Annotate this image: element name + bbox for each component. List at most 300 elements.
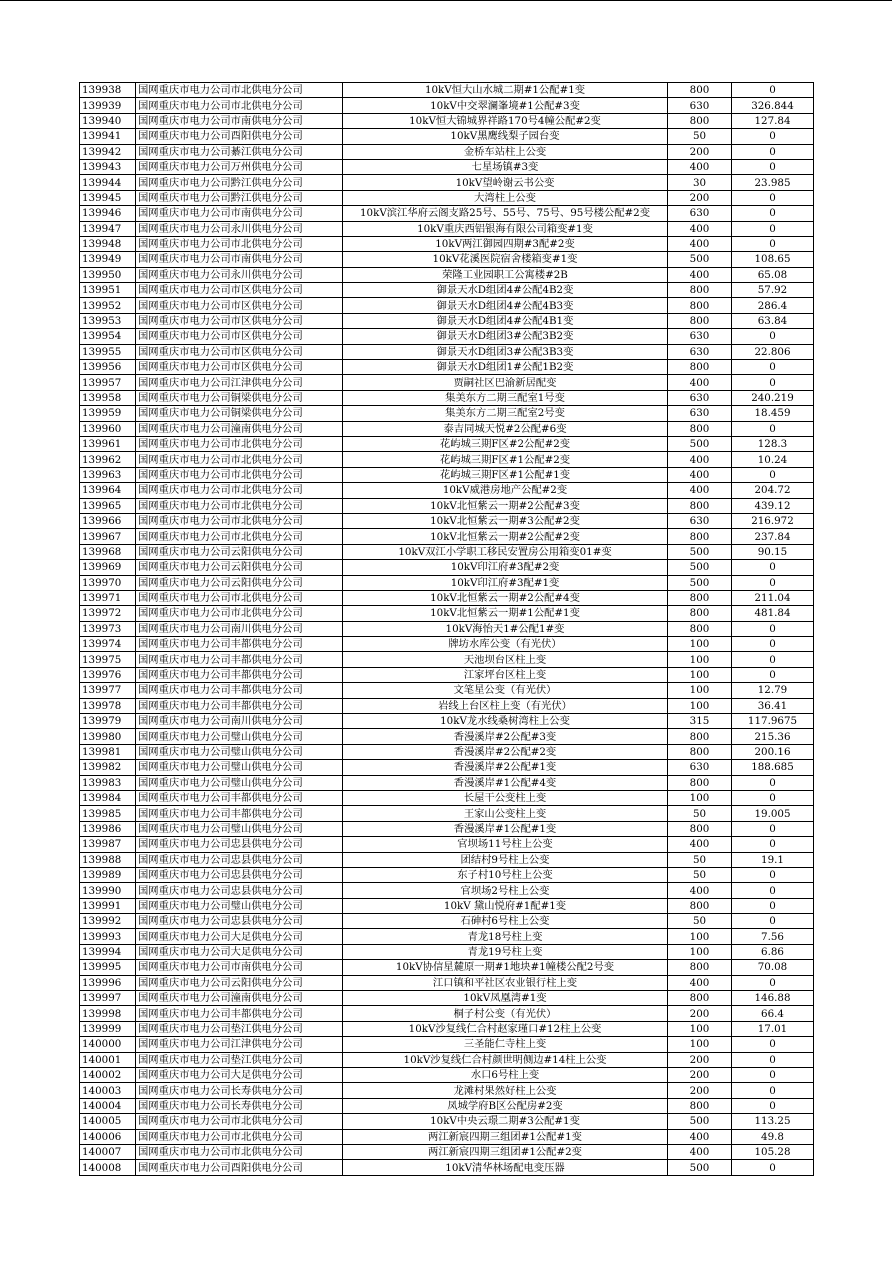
transformer-name-cell: 10kV龙水线桑树湾柱上公变 <box>343 714 668 729</box>
capacity-cell: 200 <box>668 1006 732 1021</box>
capacity-cell: 800 <box>668 1098 732 1113</box>
row-id-cell: 140006 <box>80 1129 136 1144</box>
row-id-cell: 139945 <box>80 190 136 205</box>
transformer-name-cell: 10kV凤凰湾#1变 <box>343 991 668 1006</box>
capacity-cell: 100 <box>668 944 732 959</box>
company-cell: 国网重庆市电力公司市北供电分公司 <box>136 1129 343 1144</box>
value-cell: 19.005 <box>732 806 814 821</box>
table-row <box>80 1052 814 1067</box>
transformer-name-cell: 10kV 黛山悦府#1配#1变 <box>343 898 668 913</box>
row-id-cell: 139998 <box>80 1006 136 1021</box>
value-cell: 240.219 <box>732 390 814 405</box>
company-cell: 国网重庆市电力公司市区供电分公司 <box>136 313 343 328</box>
capacity-cell: 200 <box>668 1068 732 1083</box>
company-cell: 国网重庆市电力公司璧山供电分公司 <box>136 744 343 759</box>
table-row <box>80 360 814 375</box>
row-id-cell: 139952 <box>80 298 136 313</box>
company-cell: 国网重庆市电力公司璧山供电分公司 <box>136 775 343 790</box>
capacity-cell: 100 <box>668 929 732 944</box>
capacity-cell: 800 <box>668 298 732 313</box>
value-cell: 0 <box>732 360 814 375</box>
transformer-name-cell: 花屿城三期F区#2公配#2变 <box>343 436 668 451</box>
transformer-name-cell: 10kV恒大山水城二期#1公配#1变 <box>343 83 668 98</box>
transformer-name-cell: 香漫溪岸#2公配#3变 <box>343 729 668 744</box>
value-cell: 0 <box>732 206 814 221</box>
table-row <box>80 1144 814 1159</box>
row-id-cell: 139979 <box>80 714 136 729</box>
row-id-cell: 139961 <box>80 436 136 451</box>
capacity-cell: 400 <box>668 975 732 990</box>
value-cell: 0 <box>732 821 814 836</box>
capacity-cell: 800 <box>668 313 732 328</box>
table-row <box>80 637 814 652</box>
company-cell: 国网重庆市电力公司潼南供电分公司 <box>136 421 343 436</box>
value-cell: 0 <box>732 637 814 652</box>
capacity-cell: 400 <box>668 452 732 467</box>
row-id-cell: 139944 <box>80 175 136 190</box>
capacity-cell: 800 <box>668 113 732 128</box>
transformer-name-cell: 凤城学府B区公配房#2变 <box>343 1098 668 1113</box>
capacity-cell: 100 <box>668 667 732 682</box>
value-cell: 127.84 <box>732 113 814 128</box>
company-cell: 国网重庆市电力公司忠县供电分公司 <box>136 883 343 898</box>
row-id-cell: 139950 <box>80 267 136 282</box>
company-cell: 国网重庆市电力公司市区供电分公司 <box>136 283 343 298</box>
transformer-name-cell: 集美东方二期三配室2号变 <box>343 406 668 421</box>
row-id-cell: 139965 <box>80 498 136 513</box>
value-cell: 0 <box>732 575 814 590</box>
row-id-cell: 139997 <box>80 991 136 1006</box>
company-cell: 国网重庆市电力公司市北供电分公司 <box>136 529 343 544</box>
value-cell: 49.8 <box>732 1129 814 1144</box>
company-cell: 国网重庆市电力公司市区供电分公司 <box>136 329 343 344</box>
value-cell: 0 <box>732 129 814 144</box>
capacity-cell: 500 <box>668 560 732 575</box>
row-id-cell: 139949 <box>80 252 136 267</box>
value-cell: 0 <box>732 467 814 482</box>
company-cell: 国网重庆市电力公司丰都供电分公司 <box>136 698 343 713</box>
capacity-cell: 200 <box>668 190 732 205</box>
row-id-cell: 139995 <box>80 960 136 975</box>
value-cell: 117.9675 <box>732 714 814 729</box>
company-cell: 国网重庆市电力公司忠县供电分公司 <box>136 852 343 867</box>
row-id-cell: 139972 <box>80 606 136 621</box>
capacity-cell: 400 <box>668 467 732 482</box>
transformer-name-cell: 桐子村公变（有光伏） <box>343 1006 668 1021</box>
value-cell: 0 <box>732 421 814 436</box>
table-row <box>80 313 814 328</box>
value-cell: 90.15 <box>732 544 814 559</box>
value-cell: 146.88 <box>732 991 814 1006</box>
capacity-cell: 800 <box>668 590 732 605</box>
table-row <box>80 113 814 128</box>
company-cell: 国网重庆市电力公司市北供电分公司 <box>136 1144 343 1159</box>
company-cell: 国网重庆市电力公司酉阳供电分公司 <box>136 1160 343 1175</box>
row-id-cell: 139941 <box>80 129 136 144</box>
row-id-cell: 139988 <box>80 852 136 867</box>
value-cell: 0 <box>732 898 814 913</box>
value-cell: 7.56 <box>732 929 814 944</box>
transformer-name-cell: 花屿城三期F区#1公配#1变 <box>343 467 668 482</box>
transformer-name-cell: 牌坊水库公变（有光伏） <box>343 637 668 652</box>
table-row <box>80 144 814 159</box>
row-id-cell: 139956 <box>80 360 136 375</box>
company-cell: 国网重庆市电力公司云阳供电分公司 <box>136 560 343 575</box>
capacity-cell: 100 <box>668 1037 732 1052</box>
table-row <box>80 606 814 621</box>
table-row <box>80 1083 814 1098</box>
company-cell: 国网重庆市电力公司永川供电分公司 <box>136 221 343 236</box>
row-id-cell: 139946 <box>80 206 136 221</box>
capacity-cell: 100 <box>668 652 732 667</box>
transformer-name-cell: 贾嗣社区巴渝新居配变 <box>343 375 668 390</box>
table-row <box>80 159 814 174</box>
transformer-name-cell: 10kV印江府#3配#2变 <box>343 560 668 575</box>
transformer-name-cell: 香漫溪岸#1公配#4变 <box>343 775 668 790</box>
row-id-cell: 139966 <box>80 513 136 528</box>
company-cell: 国网重庆市电力公司市南供电分公司 <box>136 252 343 267</box>
row-id-cell: 139992 <box>80 914 136 929</box>
transformer-name-cell: 三圣能仁寺柱上变 <box>343 1037 668 1052</box>
transformer-name-cell: 王家山公变柱上变 <box>343 806 668 821</box>
capacity-cell: 800 <box>668 744 732 759</box>
table-row <box>80 452 814 467</box>
value-cell: 10.24 <box>732 452 814 467</box>
company-cell: 国网重庆市电力公司酉阳供电分公司 <box>136 129 343 144</box>
company-cell: 国网重庆市电力公司忠县供电分公司 <box>136 837 343 852</box>
row-id-cell: 139942 <box>80 144 136 159</box>
value-cell: 200.16 <box>732 744 814 759</box>
transformer-name-cell: 10kV滨江华府云阁支路25号、55号、75号、95号楼公配#2变 <box>343 206 668 221</box>
transformer-name-cell: 10kV北恒紫云一期#2公配#3变 <box>343 498 668 513</box>
value-cell: 0 <box>732 190 814 205</box>
value-cell: 0 <box>732 975 814 990</box>
value-cell: 70.08 <box>732 960 814 975</box>
value-cell: 216.972 <box>732 513 814 528</box>
transformer-name-cell: 10kV黑鹰线梨子园台变 <box>343 129 668 144</box>
table-row <box>80 498 814 513</box>
transformer-name-cell: 10kV北恒紫云一期#2公配#4变 <box>343 590 668 605</box>
row-id-cell: 139977 <box>80 683 136 698</box>
transformer-name-cell: 官坝场11号柱上公变 <box>343 837 668 852</box>
row-id-cell: 139984 <box>80 790 136 805</box>
table-row <box>80 683 814 698</box>
table-row <box>80 898 814 913</box>
value-cell: 0 <box>732 1052 814 1067</box>
capacity-cell: 500 <box>668 252 732 267</box>
capacity-cell: 50 <box>668 806 732 821</box>
value-cell: 0 <box>732 1068 814 1083</box>
row-id-cell: 139993 <box>80 929 136 944</box>
table-row <box>80 190 814 205</box>
table-row <box>80 344 814 359</box>
row-id-cell: 140003 <box>80 1083 136 1098</box>
table-row <box>80 329 814 344</box>
capacity-cell: 315 <box>668 714 732 729</box>
company-cell: 国网重庆市电力公司市北供电分公司 <box>136 483 343 498</box>
transformer-name-cell: 10kV北恒紫云一期#1公配#1变 <box>343 606 668 621</box>
value-cell: 128.3 <box>732 436 814 451</box>
transformer-name-cell: 御景天水D组团4#公配4B2变 <box>343 283 668 298</box>
capacity-cell: 800 <box>668 421 732 436</box>
table-row <box>80 1129 814 1144</box>
value-cell: 0 <box>732 867 814 882</box>
capacity-cell: 630 <box>668 344 732 359</box>
value-cell: 0 <box>732 790 814 805</box>
company-cell: 国网重庆市电力公司市南供电分公司 <box>136 113 343 128</box>
row-id-cell: 139980 <box>80 729 136 744</box>
value-cell: 0 <box>732 1160 814 1175</box>
transformer-name-cell: 香漫溪岸#1公配#1变 <box>343 821 668 836</box>
company-cell: 国网重庆市电力公司市北供电分公司 <box>136 498 343 513</box>
capacity-cell: 500 <box>668 436 732 451</box>
capacity-cell: 800 <box>668 960 732 975</box>
table-row <box>80 175 814 190</box>
row-id-cell: 139947 <box>80 221 136 236</box>
transformer-name-cell: 10kV威港房地产公配#2变 <box>343 483 668 498</box>
transformer-name-cell: 荣隆工业园职工公寓楼#2B <box>343 267 668 282</box>
value-cell: 6.86 <box>732 944 814 959</box>
row-id-cell: 139973 <box>80 621 136 636</box>
table-row <box>80 806 814 821</box>
capacity-cell: 400 <box>668 1144 732 1159</box>
value-cell: 0 <box>732 159 814 174</box>
transformer-name-cell: 10kV协信星麓原一期#1地块#1幢楼公配2号变 <box>343 960 668 975</box>
company-cell: 国网重庆市电力公司市南供电分公司 <box>136 206 343 221</box>
company-cell: 国网重庆市电力公司云阳供电分公司 <box>136 575 343 590</box>
value-cell: 65.08 <box>732 267 814 282</box>
capacity-cell: 50 <box>668 852 732 867</box>
company-cell: 国网重庆市电力公司潼南供电分公司 <box>136 991 343 1006</box>
table-row <box>80 621 814 636</box>
table-row <box>80 667 814 682</box>
capacity-cell: 50 <box>668 914 732 929</box>
row-id-cell: 139982 <box>80 760 136 775</box>
value-cell: 0 <box>732 375 814 390</box>
transformer-name-cell: 10kV北恒紫云一期#2公配#2变 <box>343 529 668 544</box>
table-row <box>80 991 814 1006</box>
table-row <box>80 760 814 775</box>
value-cell: 0 <box>732 667 814 682</box>
company-cell: 国网重庆市电力公司江津供电分公司 <box>136 375 343 390</box>
transformer-name-cell: 10kV印江府#3配#1变 <box>343 575 668 590</box>
capacity-cell: 400 <box>668 267 732 282</box>
table-row <box>80 221 814 236</box>
row-id-cell: 139939 <box>80 98 136 113</box>
company-cell: 国网重庆市电力公司市区供电分公司 <box>136 298 343 313</box>
transformer-name-cell: 石砷村6号柱上公变 <box>343 914 668 929</box>
company-cell: 国网重庆市电力公司南川供电分公司 <box>136 621 343 636</box>
table-row <box>80 421 814 436</box>
table-row <box>80 560 814 575</box>
capacity-cell: 800 <box>668 606 732 621</box>
capacity-cell: 800 <box>668 360 732 375</box>
row-id-cell: 139987 <box>80 837 136 852</box>
capacity-cell: 400 <box>668 1129 732 1144</box>
row-id-cell: 139940 <box>80 113 136 128</box>
table-row <box>80 960 814 975</box>
row-id-cell: 140008 <box>80 1160 136 1175</box>
table-row <box>80 483 814 498</box>
table-row <box>80 1114 814 1129</box>
value-cell: 0 <box>732 329 814 344</box>
transformer-name-cell: 团结村9号柱上公变 <box>343 852 668 867</box>
capacity-cell: 800 <box>668 283 732 298</box>
capacity-cell: 800 <box>668 898 732 913</box>
row-id-cell: 139943 <box>80 159 136 174</box>
row-id-cell: 139994 <box>80 944 136 959</box>
table-row <box>80 529 814 544</box>
transformer-name-cell: 江口镇和平社区农业银行柱上变 <box>343 975 668 990</box>
table-row <box>80 590 814 605</box>
row-id-cell: 139960 <box>80 421 136 436</box>
value-cell: 0 <box>732 775 814 790</box>
table-row <box>80 298 814 313</box>
row-id-cell: 139989 <box>80 867 136 882</box>
company-cell: 国网重庆市电力公司丰都供电分公司 <box>136 1006 343 1021</box>
company-cell: 国网重庆市电力公司市北供电分公司 <box>136 590 343 605</box>
table-row <box>80 975 814 990</box>
row-id-cell: 139963 <box>80 467 136 482</box>
row-id-cell: 139991 <box>80 898 136 913</box>
capacity-cell: 400 <box>668 221 732 236</box>
transformer-name-cell: 10kV北恒紫云一期#3公配#2变 <box>343 513 668 528</box>
value-cell: 0 <box>732 837 814 852</box>
company-cell: 国网重庆市电力公司市北供电分公司 <box>136 83 343 98</box>
row-id-cell: 139969 <box>80 560 136 575</box>
value-cell: 36.41 <box>732 698 814 713</box>
value-cell: 481.84 <box>732 606 814 621</box>
transformer-name-cell: 10kV海怡天1#公配1#变 <box>343 621 668 636</box>
capacity-cell: 630 <box>668 406 732 421</box>
company-cell: 国网重庆市电力公司江津供电分公司 <box>136 1037 343 1052</box>
table-row <box>80 914 814 929</box>
capacity-cell: 800 <box>668 83 732 98</box>
value-cell: 22.806 <box>732 344 814 359</box>
row-id-cell: 139962 <box>80 452 136 467</box>
row-id-cell: 140000 <box>80 1037 136 1052</box>
capacity-cell: 800 <box>668 991 732 1006</box>
row-id-cell: 139967 <box>80 529 136 544</box>
transformer-name-cell: 香漫溪岸#2公配#1变 <box>343 760 668 775</box>
table-row <box>80 390 814 405</box>
company-cell: 国网重庆市电力公司市北供电分公司 <box>136 513 343 528</box>
company-cell: 国网重庆市电力公司市北供电分公司 <box>136 467 343 482</box>
row-id-cell: 139990 <box>80 883 136 898</box>
table-row <box>80 744 814 759</box>
row-id-cell: 139959 <box>80 406 136 421</box>
table-row <box>80 698 814 713</box>
transformer-name-cell: 金桥车站柱上公变 <box>343 144 668 159</box>
value-cell: 12.79 <box>732 683 814 698</box>
company-cell: 国网重庆市电力公司垫江供电分公司 <box>136 1021 343 1036</box>
table-row <box>80 867 814 882</box>
value-cell: 237.84 <box>732 529 814 544</box>
transformer-name-cell: 10kV清华林场配电变压器 <box>343 1160 668 1175</box>
company-cell: 国网重庆市电力公司丰都供电分公司 <box>136 637 343 652</box>
company-cell: 国网重庆市电力公司綦江供电分公司 <box>136 144 343 159</box>
transformer-name-cell: 官坝场2号柱上公变 <box>343 883 668 898</box>
capacity-cell: 500 <box>668 544 732 559</box>
transformer-name-cell: 大湾柱上公变 <box>343 190 668 205</box>
value-cell: 66.4 <box>732 1006 814 1021</box>
transformer-name-cell: 水口6号柱上变 <box>343 1068 668 1083</box>
transformer-name-cell: 香漫溪岸#2公配#2变 <box>343 744 668 759</box>
value-cell: 286.4 <box>732 298 814 313</box>
capacity-cell: 800 <box>668 729 732 744</box>
company-cell: 国网重庆市电力公司市北供电分公司 <box>136 436 343 451</box>
capacity-cell: 100 <box>668 637 732 652</box>
value-cell: 63.84 <box>732 313 814 328</box>
value-cell: 188.685 <box>732 760 814 775</box>
capacity-cell: 630 <box>668 329 732 344</box>
value-cell: 0 <box>732 83 814 98</box>
transformer-name-cell: 10kV望岭谢云书公变 <box>343 175 668 190</box>
value-cell: 113.25 <box>732 1114 814 1129</box>
table-row <box>80 1021 814 1036</box>
table-row <box>80 544 814 559</box>
company-cell: 国网重庆市电力公司市区供电分公司 <box>136 360 343 375</box>
table-row <box>80 1037 814 1052</box>
row-id-cell: 139978 <box>80 698 136 713</box>
row-id-cell: 140001 <box>80 1052 136 1067</box>
table-row <box>80 944 814 959</box>
page-top-rule <box>0 0 892 1</box>
transformer-name-cell: 天池坝台区柱上变 <box>343 652 668 667</box>
row-id-cell: 139964 <box>80 483 136 498</box>
transformer-name-cell: 东子村10号柱上公变 <box>343 867 668 882</box>
capacity-cell: 800 <box>668 498 732 513</box>
company-cell: 国网重庆市电力公司南川供电分公司 <box>136 714 343 729</box>
table-row <box>80 1006 814 1021</box>
transformer-name-cell: 10kV中央云璟二期#3公配#1变 <box>343 1114 668 1129</box>
company-cell: 国网重庆市电力公司璧山供电分公司 <box>136 729 343 744</box>
company-cell: 国网重庆市电力公司铜梁供电分公司 <box>136 406 343 421</box>
table-row <box>80 1068 814 1083</box>
capacity-cell: 400 <box>668 883 732 898</box>
capacity-cell: 200 <box>668 144 732 159</box>
transformer-name-cell: 10kV重庆西铝银海有限公司箱变#1变 <box>343 221 668 236</box>
table-row <box>80 729 814 744</box>
transformer-name-cell: 长屋干公变柱上变 <box>343 790 668 805</box>
row-id-cell: 139948 <box>80 236 136 251</box>
table-row <box>80 1160 814 1175</box>
table-row <box>80 129 814 144</box>
table-row <box>80 436 814 451</box>
value-cell: 439.12 <box>732 498 814 513</box>
value-cell: 0 <box>732 144 814 159</box>
table-row <box>80 883 814 898</box>
capacity-cell: 800 <box>668 775 732 790</box>
value-cell: 0 <box>732 1083 814 1098</box>
transformer-name-cell: 青龙18号柱上变 <box>343 929 668 944</box>
company-cell: 国网重庆市电力公司长寿供电分公司 <box>136 1098 343 1113</box>
transformer-name-cell: 御景天水D组团3#公配3B3变 <box>343 344 668 359</box>
company-cell: 国网重庆市电力公司万州供电分公司 <box>136 159 343 174</box>
table-row <box>80 283 814 298</box>
capacity-cell: 100 <box>668 1021 732 1036</box>
company-cell: 国网重庆市电力公司黔江供电分公司 <box>136 190 343 205</box>
value-cell: 0 <box>732 914 814 929</box>
transformer-name-cell: 10kV恒大锦城界祥路170号4幢公配#2变 <box>343 113 668 128</box>
row-id-cell: 139975 <box>80 652 136 667</box>
transformer-name-cell: 两江新宸四期三组团#1公配#1变 <box>343 1129 668 1144</box>
value-cell: 0 <box>732 883 814 898</box>
row-id-cell: 139986 <box>80 821 136 836</box>
row-id-cell: 139996 <box>80 975 136 990</box>
transformer-name-cell: 泰吉同城天悦#2公配#6变 <box>343 421 668 436</box>
company-cell: 国网重庆市电力公司大足供电分公司 <box>136 929 343 944</box>
